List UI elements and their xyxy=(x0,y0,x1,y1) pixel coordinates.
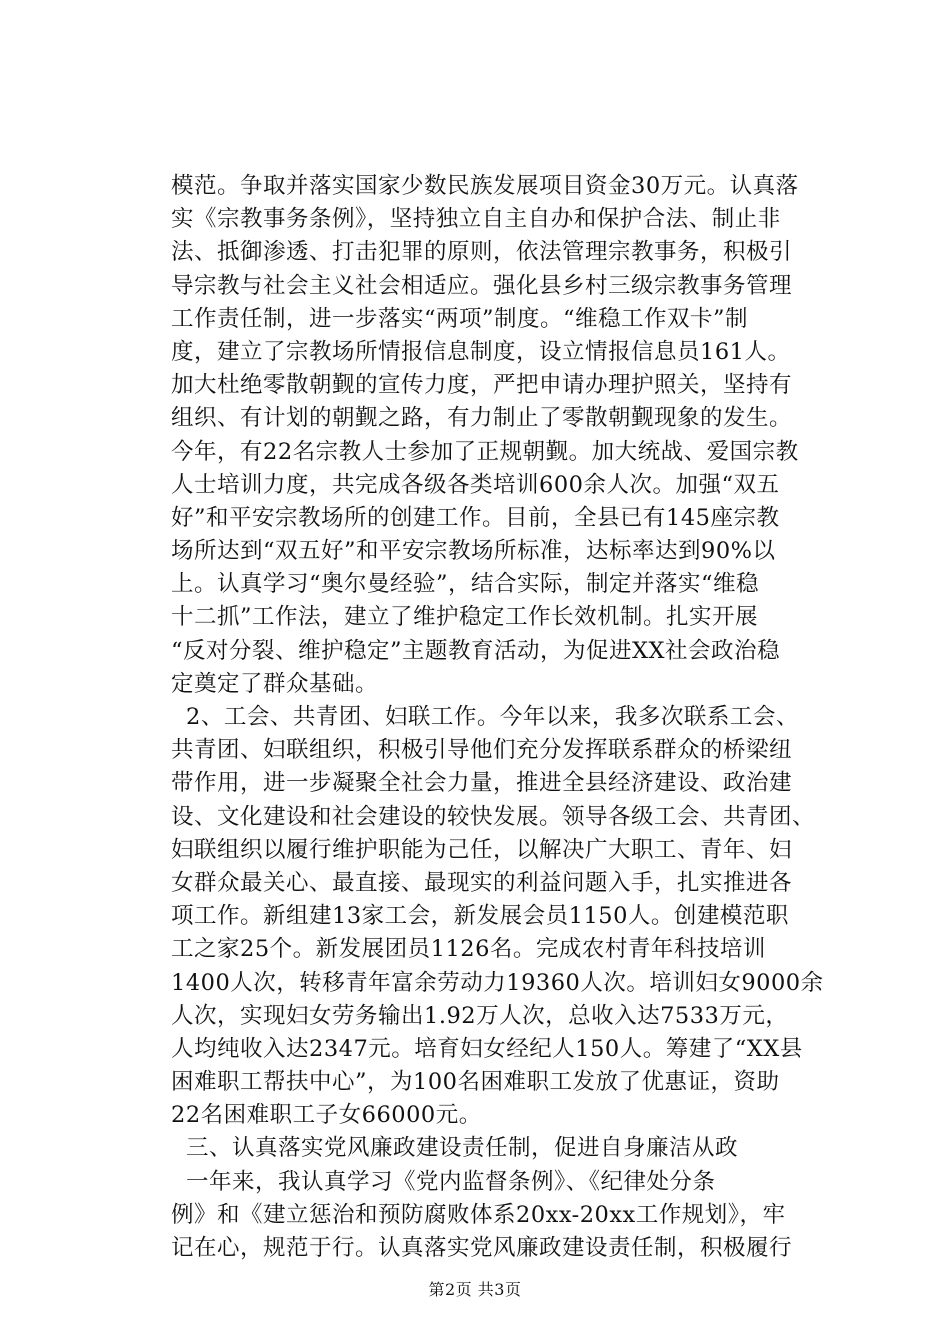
text-line: 十二抓”工作法，建立了维护稳定工作长效机制。扎实开展 xyxy=(171,604,759,631)
text-line: 人士培训力度，共完成各级各类培训600余人次。加强“双五 xyxy=(171,471,780,498)
text-line: 度，建立了宗教场所情报信息制度，设立情报信息员161人。 xyxy=(171,338,791,365)
text-line: 上。认真学习“奥尔曼经验”，结合实际，制定并落实“维稳 xyxy=(171,571,760,598)
text-line: “反对分裂、维护稳定”主题教育活动，为促进XX社会政治稳 xyxy=(171,637,781,664)
text-line: 设、文化建设和社会建设的较快发展。领导各级工会、共青团、 xyxy=(171,803,816,830)
text-line: 人次，实现妇女劳务输出1.92万人次，总收入达7533万元， xyxy=(171,1002,789,1029)
text-line: 困难职工帮扶中心”，为100名困难职工发放了优惠证，资助 xyxy=(171,1069,780,1096)
text-line: 定奠定了群众基础。 xyxy=(171,670,379,697)
text-line: 妇联组织以履行维护职能为己任，以解决广大职工、青年、妇 xyxy=(171,836,793,863)
paragraph-start: 一年来，我认真学习《党内监督条例》、《纪律处分条 xyxy=(186,1168,716,1195)
text-line: 人均纯收入达2347元。培育妇女经纪人150人。筹建了“XX县 xyxy=(171,1035,803,1062)
page-number: 第2页 共3页 xyxy=(428,1280,522,1299)
document-body xyxy=(171,170,861,1265)
text-line: 组织、有计划的朝觐之路，有力制止了零散朝觐现象的发生。 xyxy=(171,405,793,432)
page-footer xyxy=(0,1277,950,1300)
text-line: 导宗教与社会主义社会相适应。强化县乡村三级宗教事务管理 xyxy=(171,272,793,299)
text-line: 实《宗教事务条例》，坚持独立自主自办和保护合法、制止非 xyxy=(171,206,781,233)
text-line: 模范。争取并落实国家少数民族发展项目资金30万元。认真落 xyxy=(171,173,799,199)
text-line: 场所达到“双五好”和平安宗教场所标准，达标率达到90%以 xyxy=(171,538,776,565)
text-line: 工之家25个。新发展团员1126名。完成农村青年科技培训 xyxy=(171,936,766,963)
text-line: 共青团、妇联组织，积极引导他们充分发挥联系群众的桥梁纽 xyxy=(171,737,793,764)
text-line: 法、抵御渗透、打击犯罪的原则，依法管理宗教事务，积极引 xyxy=(171,239,793,266)
text-line: 例》和《建立惩治和预防腐败体系20xx-20xx工作规划》，牢 xyxy=(171,1201,786,1228)
section-heading-3: 三、认真落实党风廉政建设责任制，促进自身廉洁从政 xyxy=(186,1135,739,1162)
text-line: 带作用，进一步凝聚全社会力量，推进全县经济建设、政治建 xyxy=(171,770,793,797)
text-line: 加大杜绝零散朝觐的宣传力度，严把申请办理护照关，坚持有 xyxy=(171,372,793,399)
text-line: 女群众最关心、最直接、最现实的利益问题入手，扎实推进各 xyxy=(171,869,793,896)
text-line: 1400人次，转移青年富余劳动力19360人次。培训妇女9000余 xyxy=(171,969,824,996)
text-line: 项工作。新组建13家工会，新发展会员1150人。创建模范职 xyxy=(171,903,789,930)
section-heading-2: 2、工会、共青团、妇联工作。今年以来，我多次联系工会、 xyxy=(186,704,799,730)
text-line: 今年，有22名宗教人士参加了正规朝觐。加大统战、爱国宗教 xyxy=(171,438,799,465)
text-line: 工作责任制，进一步落实“两项”制度。“维稳工作双卡”制 xyxy=(171,305,749,332)
text-line: 记在心，规范于行。认真落实党风廉政建设责任制，积极履行 xyxy=(171,1235,793,1261)
text-line: 22名困难职工子女66000元。 xyxy=(171,1102,482,1129)
text-line: 好”和平安宗教场所的创建工作。目前，全县已有145座宗教 xyxy=(171,504,780,531)
